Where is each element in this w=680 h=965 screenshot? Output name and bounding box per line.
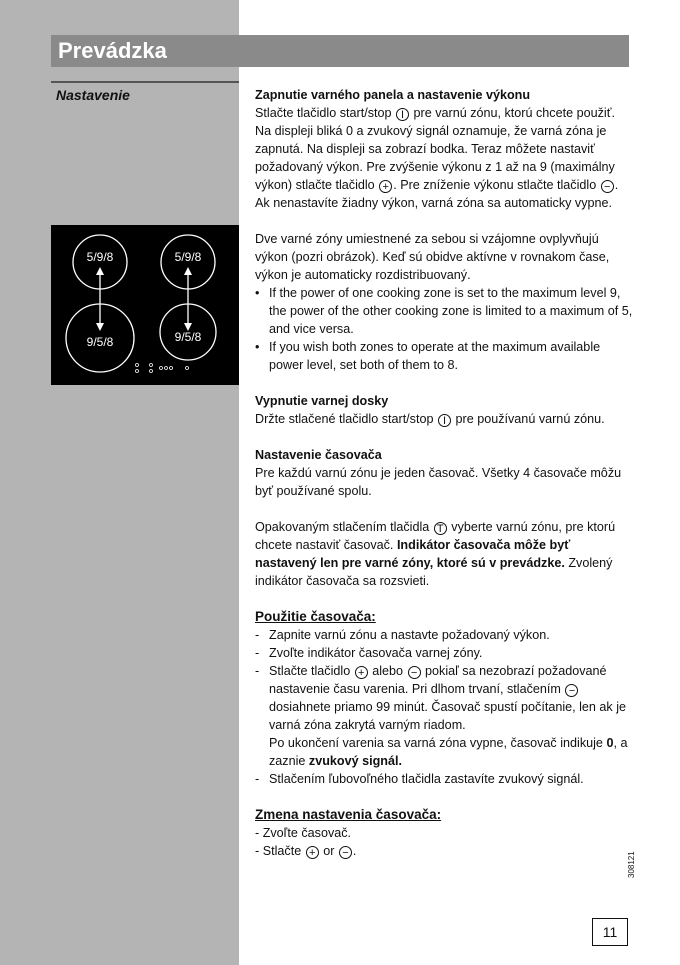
heading-switch-off: Vypnutie varnej dosky bbox=[255, 394, 389, 408]
sidebar-label: Nastavenie bbox=[56, 87, 130, 103]
page-title: Prevádzka bbox=[58, 38, 167, 63]
minus-icon: − bbox=[408, 666, 421, 679]
arrow-left-down-head bbox=[96, 323, 104, 331]
zone-label-rear-left: 9/5/8 bbox=[86, 335, 114, 349]
main-content bbox=[255, 86, 633, 860]
list-item: • If you wish both zones to operate at the maximum available power level, set both of them to 8. bbox=[255, 340, 601, 372]
page-number: 11 bbox=[592, 918, 628, 946]
plus-icon: + bbox=[355, 666, 368, 679]
paragraph-switch-on: Stlačte tlačidlo start/stop I pre varnú zónu, ktorú chcete použiť. Na displeji bliká 0 a zvukový signál oznamuje, že varná zóna je zapnutá. Na displeji sa zobrazí bodka. Teraz môžete nastaviť požadovaný výkon. Pre zvýšenie výkonu z 1 až na 9 (maximálny výkon) stlačte tlačidlo + . Pre zníženie výkonu stlačte tlačidlo − . Ak nenastavíte žiadny výkon, varná zóna sa automaticky vypne. bbox=[255, 106, 619, 210]
document-code: 308121 bbox=[627, 851, 636, 878]
list-item: • If the power of one cooking zone is set to the maximum level 9, the power of the other cooking zone is limited to a maximum of 5, and vice versa. bbox=[255, 286, 633, 336]
zone-label-front-left: 5/9/8 bbox=[86, 250, 114, 264]
power-icon: I bbox=[396, 108, 409, 121]
control-dots bbox=[136, 364, 189, 373]
list-item: - Zvoľte indikátor časovača varnej zóny. bbox=[255, 646, 483, 660]
heading-timer-use: Použitie časovača: bbox=[255, 609, 376, 624]
heading-switch-on: Zapnutie varného panela a nastavenie výkonu bbox=[255, 88, 531, 102]
header-bar bbox=[51, 35, 629, 67]
list-item: - Zapnite varnú zónu a nastavte požadovaný výkon. bbox=[255, 628, 550, 642]
power-icon: I bbox=[438, 414, 451, 427]
sidebar-divider bbox=[51, 81, 239, 83]
paragraph-timer-select: Opakovaným stlačením tlačidla T vyberte varnú zónu, pre ktorú chcete nastaviť časovač. Indikátor časovača môže byť nastavený len pre varné zóny, ktoré sú v prevádzke. Zvolený indikátor časovača sa rozsvieti. bbox=[255, 520, 616, 588]
plus-icon: + bbox=[306, 846, 319, 859]
list-item: - Stlačením ľubovoľného tlačidla zastavíte zvukový signál. bbox=[255, 772, 584, 786]
arrow-right-up-head bbox=[184, 267, 192, 275]
list-item: - Stlačte + or − . bbox=[255, 844, 357, 859]
minus-icon: − bbox=[601, 180, 614, 193]
timer-icon: T bbox=[434, 522, 447, 535]
heading-timer: Nastavenie časovača bbox=[255, 448, 382, 462]
paragraph-timer: Pre každú varnú zónu je jeden časovač. Všetky 4 časovače môžu byť používané spolu. bbox=[255, 466, 622, 498]
sidebar-band bbox=[0, 0, 239, 965]
list-item: - Zvoľte časovač. bbox=[255, 826, 352, 840]
heading-timer-change: Zmena nastavenia časovača: bbox=[255, 807, 442, 822]
plus-icon: + bbox=[379, 180, 392, 193]
hob-diagram bbox=[51, 225, 239, 385]
paragraph-switch-off: Držte stlačené tlačidlo start/stop I pre používanú varnú zónu. bbox=[255, 412, 605, 427]
minus-icon: − bbox=[565, 684, 578, 697]
paragraph-power-sharing: Dve varné zóny umiestnené za sebou si vzájomne ovplyvňujú výkon (pozri obrázok). Keď sú obidve aktívne v rovnakom čase, výkon je automaticky rozdistribuovaný. bbox=[255, 232, 610, 282]
arrow-left-up-head bbox=[96, 267, 104, 275]
minus-icon: − bbox=[339, 846, 352, 859]
list-item: - Stlačte tlačidlo + alebo − pokiaľ sa nezobrazí požadované nastavenie času varenia. Pri dlhom trvaní, stlačením − dosiahnete priamo 99 minút. Časovač spustí počítanie, len ak je varná zóna zakrytá varným riadom. Po ukončení varenia sa varná zóna vypne, časovač indikuje 0, a zaznie zvukový signál. bbox=[255, 664, 628, 768]
zone-label-front-right: 5/9/8 bbox=[174, 250, 202, 264]
zone-label-rear-right: 9/5/8 bbox=[174, 330, 202, 344]
